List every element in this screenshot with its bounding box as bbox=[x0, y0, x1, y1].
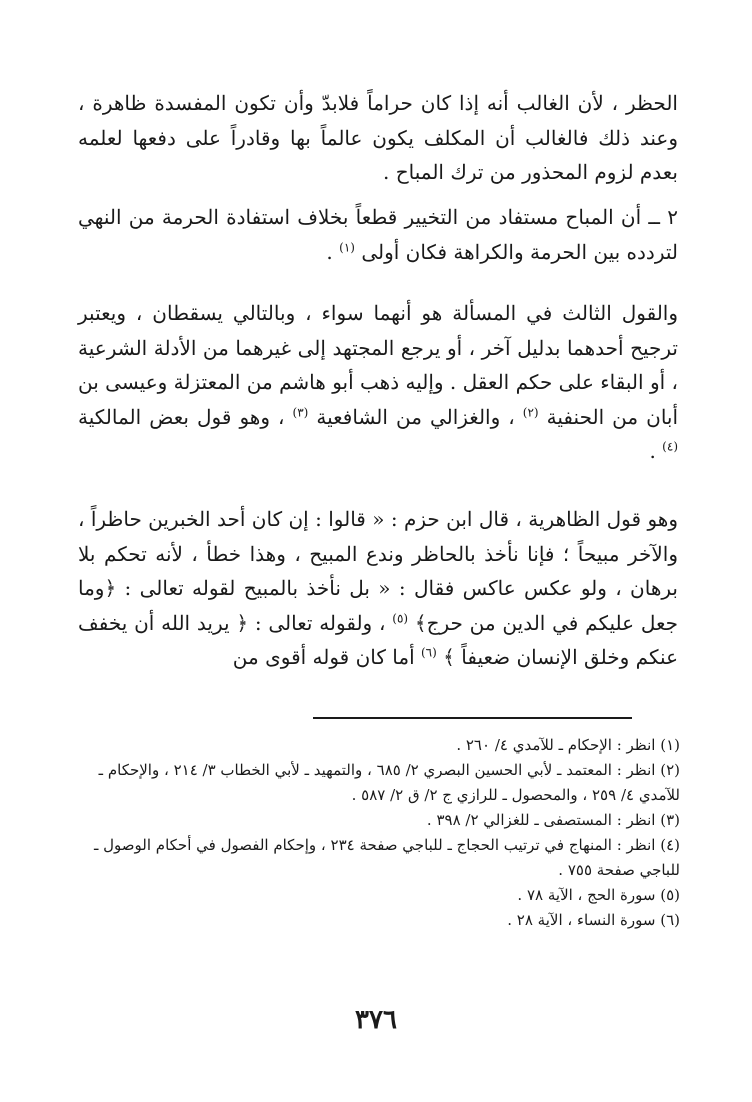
paragraph-4-seg1: وهو قول الظاهرية ، قال ابن حزم : « قالوا : إن كان أحد الخبرين حاظراً ، والآخر مبيحاً ؛ فإنا نأخذ بالحاظر وندع المبيح ، وهذا خطأ ، لأنه تحكم بلا برهان ، ولو عكس عاكس فقال : « بل نأخذ بالمبيح لقوله تعالى : ﴿وما جعل عليكم في الدين من حرج﴾ bbox=[78, 507, 679, 635]
footnote-ref-6[interactable]: (٦) bbox=[420, 645, 437, 660]
footnote-4: (٤) انظر : المنهاج في ترتيب الحجاج ـ للباجي صفحة ٢٣٤ ، وإحكام الفصول في أحكام الوصول ـ للباجي صفحة ٧٥٥ . bbox=[93, 836, 680, 879]
paragraph-2-body: ٢ ــ أن المباح مستفاد من التخيير قطعاً بخلاف استفادة الحرمة من النهي لتردده بين الحرمة والكراهة فكان أولى bbox=[78, 205, 678, 264]
footnotes bbox=[78, 733, 680, 933]
footnote-ref-1[interactable]: (١) bbox=[339, 239, 355, 254]
footnote-ref-4[interactable]: (٤) bbox=[662, 439, 678, 454]
paragraph-2 bbox=[78, 200, 678, 269]
paragraph-4-seg3: أما كان قوله أقوى من bbox=[232, 645, 421, 669]
footnote-ref-5[interactable]: (٥) bbox=[392, 610, 409, 625]
footnote-ref-3[interactable]: (٣) bbox=[292, 404, 309, 419]
paragraph-4 bbox=[78, 502, 678, 675]
paragraph-4-seg2: ، ولقوله تعالى : ﴿ يريد الله أن يخفف عنكم وخلق الإنسان ضعيفاً ﴾ bbox=[78, 610, 678, 669]
paragraph-1-text: الحظر ، لأن الغالب أنه إذا كان حراماً فلابدّ وأن تكون المفسدة ظاهرة ، وعند ذلك فالغالب أن المكلف يكون عالماً بها وقادراً على دفعها لعلمه بعدم لزوم المحذور من ترك المباح . bbox=[78, 91, 678, 184]
paragraph-3 bbox=[78, 296, 678, 469]
footnote-1: (١) انظر : الإحكام ـ للآمدي ٤/ ٢٦٠ . bbox=[456, 736, 680, 754]
footnote-divider bbox=[313, 717, 632, 719]
paragraph-3-seg2: ، والغزالي من الشافعية bbox=[316, 404, 523, 429]
paragraph-3-text bbox=[78, 296, 678, 469]
footnote-6: (٦) سورة النساء ، الآية ٢٨ . bbox=[507, 911, 680, 929]
paragraph-3-seg1: والقول الثالث في المسألة هو أنهما سواء ، وبالتالي يسقطان ، ويعتبر ترجيح أحدهما بدليل آخر ، أو يرجع المجتهد إلى غيرهما من الأدلة الشرعية ، أو البقاء على حكم العقل . وإليه ذهب أبو هاشم من المعتزلة وعيسى بن أبان من الحنفية bbox=[78, 301, 679, 429]
footnote-2: (٢) انظر : المعتمد ـ لأبي الحسين البصري ٢/ ٦٨٥ ، والتمهيد ـ لأبي الخطاب ٣/ ٢١٤ ، والإحكام ـ للآمدي ٤/ ٢٥٩ ، والمحصول ـ للرازي ج ٢/ ق ٢/ ٥٨٧ . bbox=[98, 761, 680, 804]
page-number: ٣٧٦ bbox=[355, 1005, 397, 1035]
paragraph-2-text bbox=[78, 200, 678, 269]
footnote-5: (٥) سورة الحج ، الآية ٧٨ . bbox=[517, 886, 680, 904]
paragraph-3-seg3: ، وهو قول بعض المالكية bbox=[78, 404, 293, 429]
footnote-3: (٣) انظر : المستصفى ـ للغزالي ٢/ ٣٩٨ . bbox=[426, 811, 680, 829]
footnote-ref-2[interactable]: (٢) bbox=[522, 404, 539, 419]
paragraph-1 bbox=[78, 86, 678, 190]
paragraph-2-tail: . bbox=[326, 239, 340, 264]
paragraph-4-text bbox=[78, 502, 678, 675]
paragraph-3-tail: . bbox=[649, 439, 663, 463]
